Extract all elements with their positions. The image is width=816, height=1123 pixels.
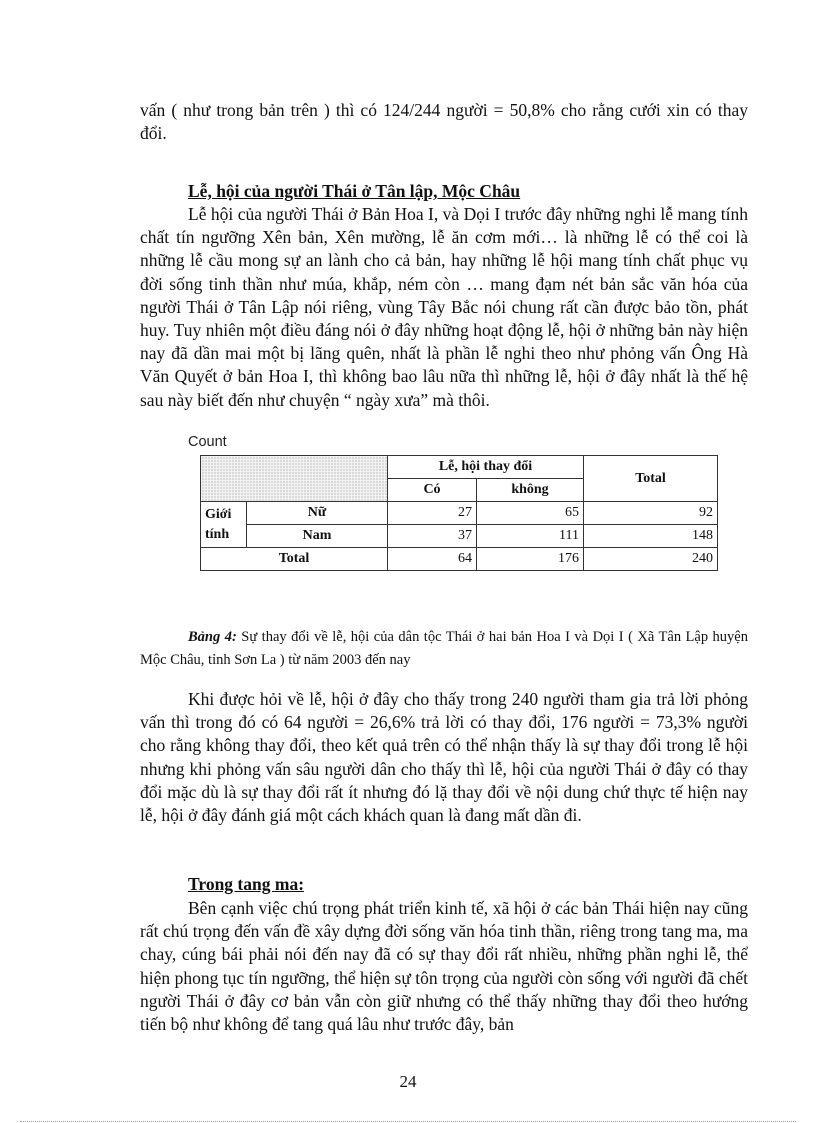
table-col-total: Total	[584, 456, 718, 502]
table-cell: 37	[388, 525, 477, 548]
table-col-no: không	[477, 479, 584, 502]
table-total-row	[201, 548, 718, 571]
table-row-label: Nữ	[247, 502, 388, 525]
table-cell: 240	[584, 548, 718, 571]
table-col-yes: Có	[388, 479, 477, 502]
table-count-label: Count	[188, 434, 227, 450]
caption-text: Sự thay đổi về lễ, hội của dân tộc Thái ở hai bản Hoa I và Dọi I ( Xã Tân Lập huyện Mộc Châu, tỉnh Sơn La ) từ năm 2003 đến nay	[140, 629, 748, 668]
heading-funeral: Trong tang ma:	[188, 874, 305, 894]
paragraph-intro: vấn ( như trong bản trên ) thì có 124/244 người = 50,8% cho rằng cưới xin có thay đổi.	[140, 100, 748, 144]
table-cell: 64	[388, 548, 477, 571]
caption-label: Bảng 4:	[188, 629, 237, 645]
table-group-header: Lễ, hội thay đổi	[388, 456, 584, 479]
table-caption	[140, 626, 748, 672]
page-number: 24	[399, 1072, 417, 1091]
paragraph-festival: Lễ hội của người Thái ở Bản Hoa I, và Dọi I trước đây những nghi lễ mang tính chất tín ngưỡng Xên bản, Xên mường, lễ ăn cơm mới… là những lễ có thể coi là những lễ cầu mong sự an lành cho cả bản, hay những lễ hội mang tính chất phục vụ đời sống tinh thần như múa, khắp, ném còn … mang đạm nét bản sắc văn hóa của người Thái ở Tân Lập nói riêng, vùng Tây Bắc nói chung rất cần được bảo tồn, phát huy. Tuy nhiên một điều đáng nói ở đây những hoạt động lễ, hội ở những bản này hiện nay đã dần mai một bị lãng quên, nhất là phần lễ nghi theo như phỏng vấn Ông Hà Văn Quyết ở bản Hoa I, thì không bao lâu nữa thì những lễ, hội ở đây nhất là thế hệ sau này biết đến như chuyện “ ngày xưa” mà thôi.	[140, 204, 748, 410]
table-row	[201, 502, 718, 525]
crosstab-table	[200, 455, 718, 571]
paragraph-funeral: Bên cạnh việc chú trọng phát triển kinh tế, xã hội ở các bản Thái hiện nay cũng rất chú trọng đến vấn đề xây dựng đời sống văn hóa tinh thần, riêng trong tang ma, ma chay, cúng bái phải nói đến nay đã có sự thay đổi rất nhiều, những phần nghi lễ, thể hiện phong tục tín ngưỡng, thể hiện sự tôn trọng của người còn sống với người đã chết người Thái ở đây cơ bản vẫn còn giữ nhưng có thể thấy những thay đổi theo hướng tiến bộ như không để tang quá lâu như trước đây, bản	[140, 898, 748, 1035]
table-row-group-label: Giới tính	[201, 502, 247, 548]
table-total-label: Total	[201, 548, 388, 571]
table-cell: 92	[584, 502, 718, 525]
heading-festival: Lễ, hội của người Thái ở Tân lập, Mộc Châu	[188, 181, 521, 201]
table-cell: 148	[584, 525, 718, 548]
table-row-label: Nam	[247, 525, 388, 548]
table-row	[201, 525, 718, 548]
table-cell: 65	[477, 502, 584, 525]
table-cell: 176	[477, 548, 584, 571]
footer-divider	[20, 1121, 796, 1122]
table-header-row	[201, 456, 718, 479]
table-cell: 27	[388, 502, 477, 525]
table-corner-cell	[201, 456, 388, 502]
paragraph-results: Khi được hỏi về lễ, hội ở đây cho thấy trong 240 người tham gia trả lời phỏng vấn thì trong đó có 64 người = 26,6% trả lời có thay đổi, 176 người = 73,3% người cho rằng không thay đổi, theo kết quả trên có thể nhận thấy là sự thay đổi trong lễ hội nhưng khi phỏng vấn sâu người dân cho thấy thì lễ, hội của người Thái ở đây có thay đổi mặc dù là sự thay đổi rất ít nhưng đó lặ thay đổi về nội dung chứ thực tế hiện nay lễ, hội ở đây đánh giá một cách khách quan là đang mất dần đi.	[140, 689, 748, 826]
table-cell: 111	[477, 525, 584, 548]
